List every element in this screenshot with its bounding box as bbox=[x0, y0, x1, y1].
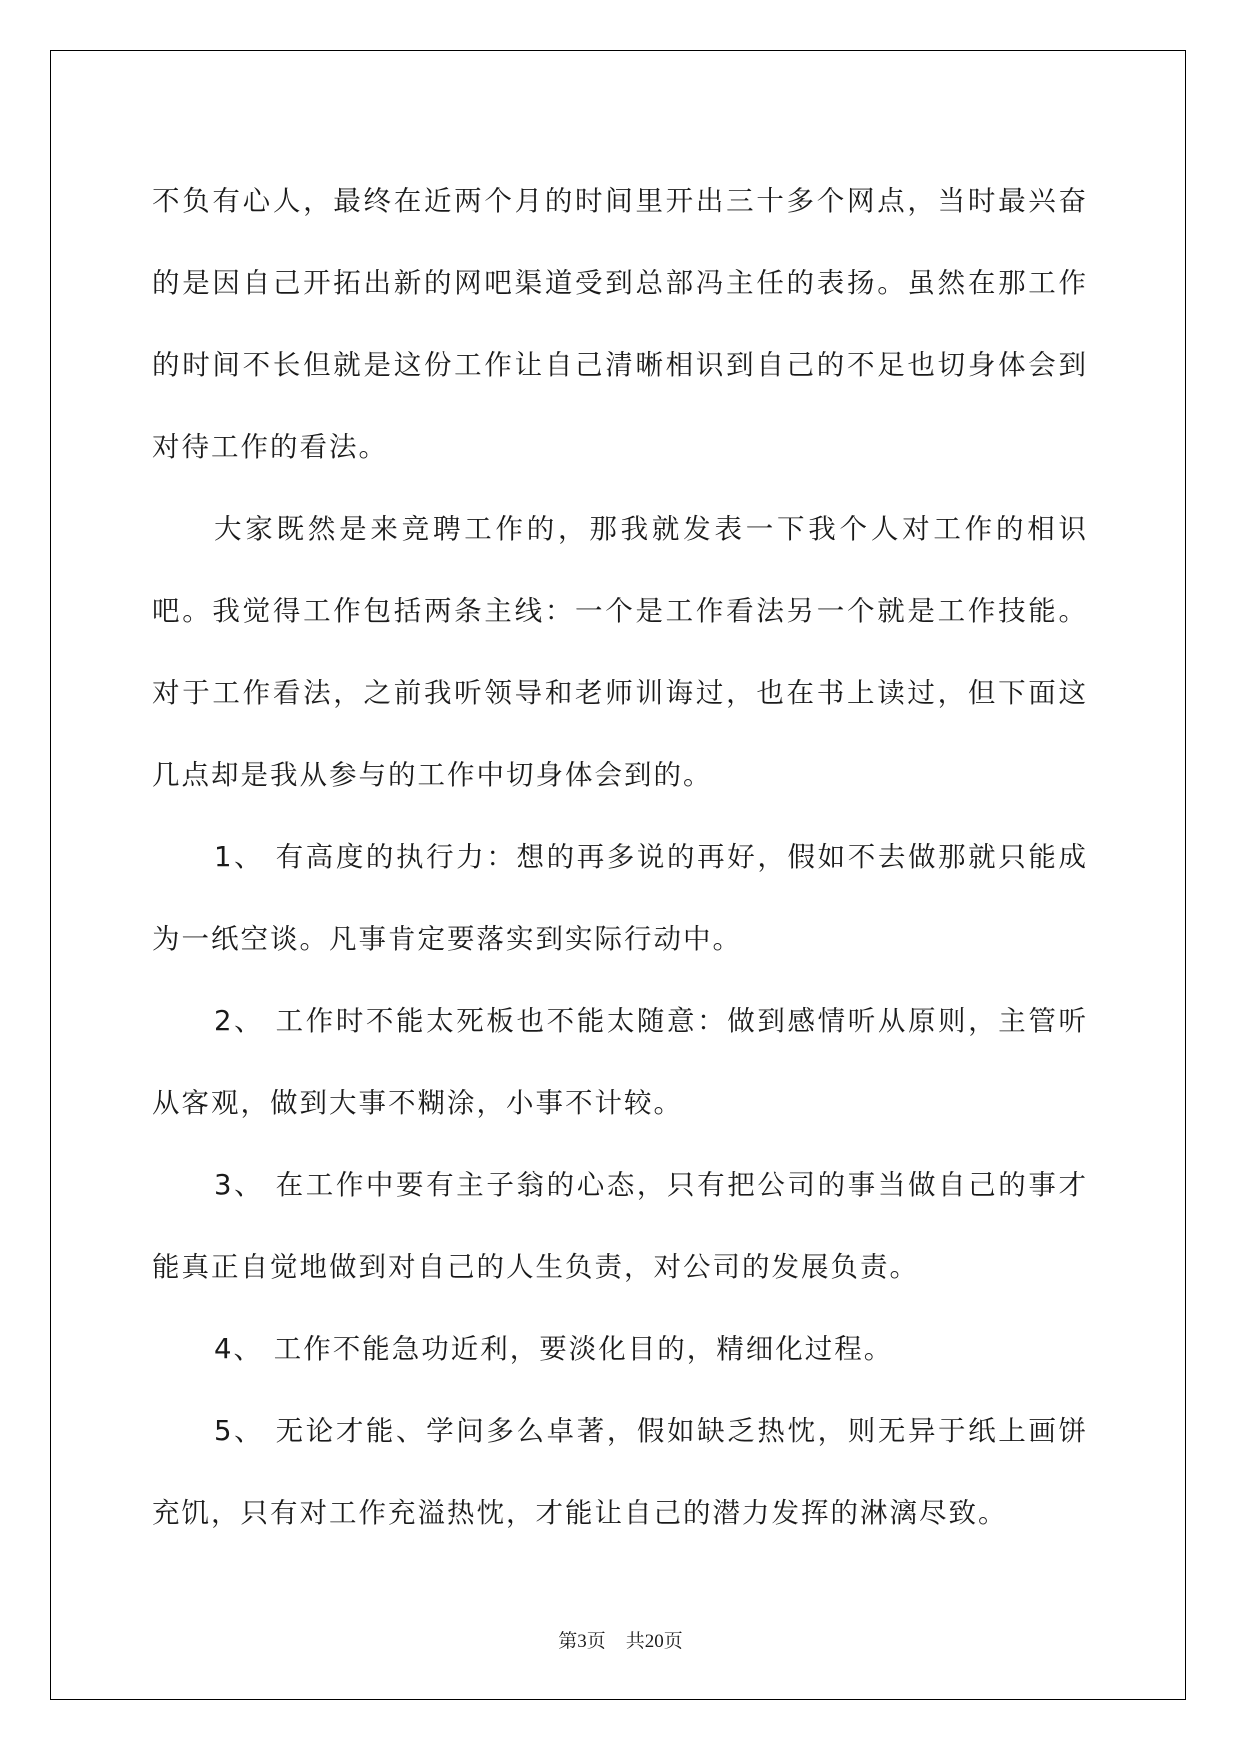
list-number: 4、 bbox=[214, 1333, 263, 1365]
paragraph: 大家既然是来竞聘工作的，那我就发表一下我个人对工作的相识吧。我觉得工作包括两条主线：一个是工作看法另一个就是工作技能。对于工作看法，之前我听领导和老师训诲过，也在书上读过，但下面这几点却是我从参与的工作中切身体会到的。 bbox=[152, 513, 1088, 791]
list-item bbox=[152, 816, 1088, 980]
document-body bbox=[152, 160, 1088, 1554]
list-item-text: 无论才能、学问多么卓著，假如缺乏热忱，则无异于纸上画饼充饥，只有对工作充溢热忱，才能让自己的潜力发挥的淋漓尽致。 bbox=[152, 1415, 1089, 1529]
list-item-text: 有高度的执行力：想的再多说的再好，假如不去做那就只能成为一纸空谈。凡事肯定要落实到实际行动中。 bbox=[152, 841, 1089, 955]
paragraph: 不负有心人，最终在近两个月的时间里开出三十多个网点，当时最兴奋的是因自己开拓出新的网吧渠道受到总部冯主任的表扬。虽然在那工作的时间不长但就是这份工作让自己清晰相识到自己的不足也切身体会到对待工作的看法。 bbox=[152, 185, 1088, 463]
list-number: 1、 bbox=[214, 841, 265, 873]
list-item-text: 工作时不能太死板也不能太随意：做到感情听从原则，主管听从客观，做到大事不糊涂，小事不计较。 bbox=[152, 1005, 1089, 1119]
list-item bbox=[152, 1390, 1088, 1554]
list-number: 2、 bbox=[214, 1005, 265, 1037]
list-item bbox=[152, 980, 1088, 1144]
list-number: 5、 bbox=[214, 1415, 265, 1447]
page-total: 共20页 bbox=[625, 1631, 683, 1652]
list-item-text: 工作不能急功近利，要淡化目的，精细化过程。 bbox=[273, 1333, 894, 1365]
page-footer bbox=[0, 1626, 1241, 1653]
list-item-text: 在工作中要有主子翁的心态，只有把公司的事当做自己的事才能真正自觉地做到对自己的人生负责，对公司的发展负责。 bbox=[152, 1169, 1089, 1283]
list-number: 3、 bbox=[214, 1169, 265, 1201]
list-item bbox=[152, 1144, 1088, 1308]
page-number: 第3页 bbox=[558, 1631, 606, 1652]
list-item bbox=[152, 1308, 1088, 1390]
